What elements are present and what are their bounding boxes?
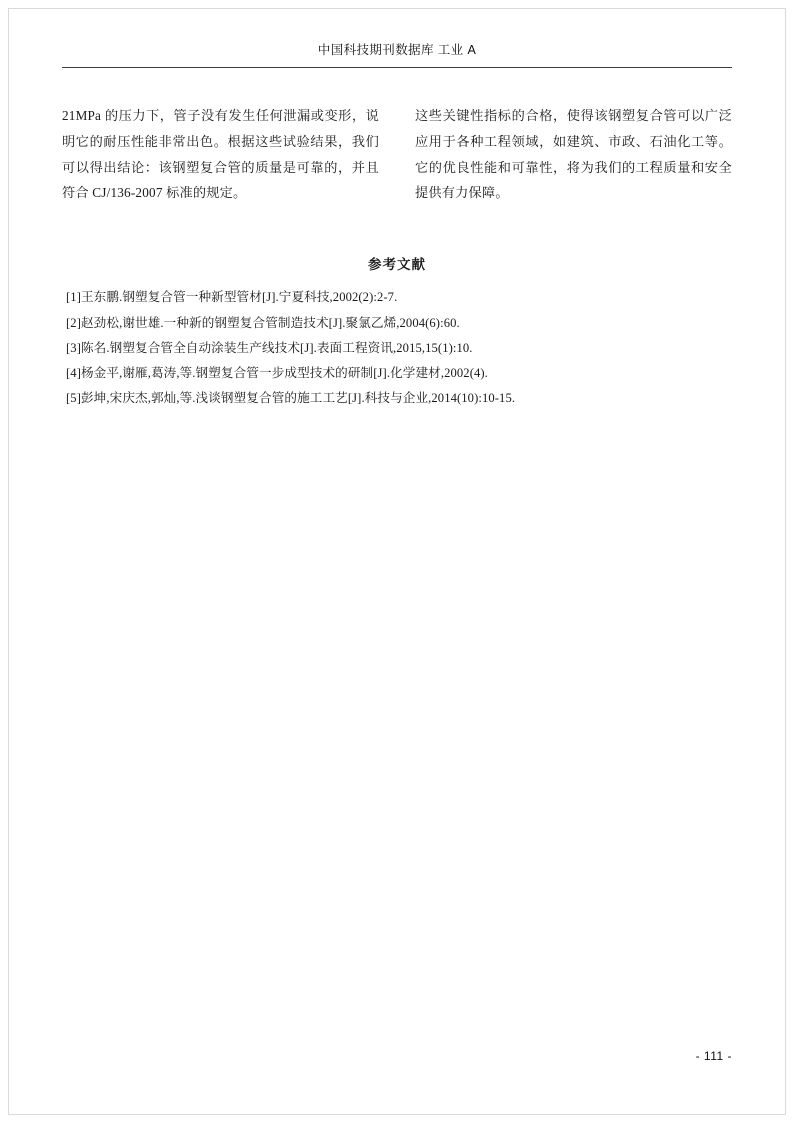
header-divider	[62, 67, 732, 68]
references-list	[62, 285, 732, 411]
list-item: [1]王东鹏.钢塑复合管一种新型管材[J].宁夏科技,2002(2):2-7.	[66, 290, 398, 305]
left-column-paragraph: 21MPa 的压力下，管子没有发生任何泄漏或变形，说明它的耐压性能非常出色。根据这些试验结果，我们可以得出结论：该钢塑复合管的质量是可靠的，并且符合 CJ/136-2007 标准的规定。	[62, 108, 379, 201]
list-item: [2]赵劲松,谢世雄.一种新的钢塑复合管制造技术[J].聚氯乙烯,2004(6):60.	[66, 315, 460, 330]
list-item: [4]杨金平,谢雁,葛涛,等.钢塑复合管一步成型技术的研制[J].化学建材,2002(4).	[66, 365, 488, 380]
left-column	[62, 90, 379, 219]
references-heading: 参考文献	[368, 257, 426, 273]
right-column-paragraph: 这些关键性指标的合格，使得该钢塑复合管可以广泛应用于各种工程领域，如建筑、市政、石油化工等。它的优良性能和可靠性，将为我们的工程质量和安全提供有力保障。	[415, 108, 732, 201]
page-number: - 111 -	[695, 1049, 732, 1063]
running-head: 中国科技期刊数据库 工业 A	[317, 43, 477, 57]
page-content	[62, 40, 732, 411]
list-item: [5]彭坤,宋庆杰,郭灿,等.浅谈钢塑复合管的施工工艺[J].科技与企业,2014(10):10-15.	[66, 391, 516, 406]
right-column	[415, 90, 732, 219]
list-item: [3]陈名.钢塑复合管全自动涂装生产线技术[J].表面工程资讯,2015,15(1):10.	[66, 340, 473, 355]
two-column-body	[62, 90, 732, 219]
